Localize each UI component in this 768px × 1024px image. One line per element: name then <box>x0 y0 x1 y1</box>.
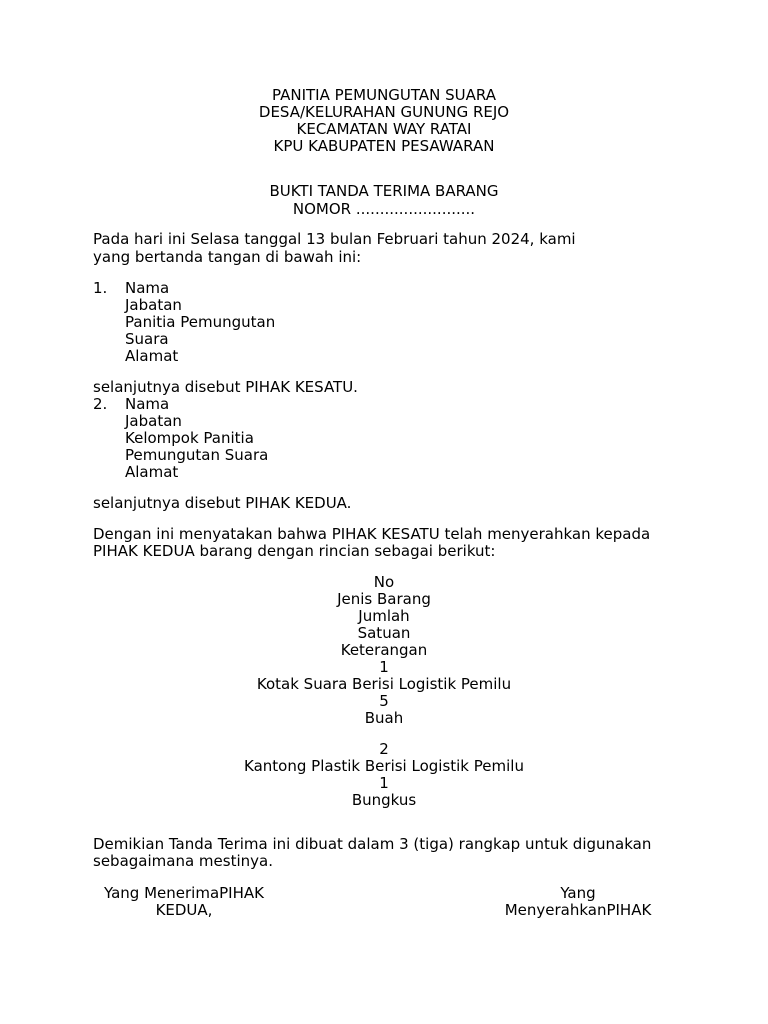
statement-line-1: Dengan ini menyatakan bahwa PIHAK KESATU telah menyerahkan kepada <box>93 525 651 543</box>
table-cell-jenis-barang: Kotak Suara Berisi Logistik Pemilu <box>256 675 512 693</box>
table-header-jumlah: Jumlah <box>358 607 410 625</box>
signature-left-line-1: Yang MenerimaPIHAK <box>104 884 264 902</box>
party-1-note: selanjutnya disebut PIHAK KESATU. <box>93 378 358 396</box>
party-1-field: Suara <box>125 330 169 348</box>
table-header-no: No <box>373 573 395 591</box>
party-2-field: Nama <box>125 395 170 413</box>
signature-right-line-1: Yang <box>560 884 596 902</box>
party-1-number: 1. <box>93 279 108 297</box>
header-line-3: KECAMATAN WAY RATAI <box>296 120 472 138</box>
table-header-jenis-barang: Jenis Barang <box>337 590 431 608</box>
table-cell-satuan: Buah <box>364 709 404 727</box>
table-cell-no: 2 <box>379 740 389 758</box>
document-title: BUKTI TANDA TERIMA BARANG <box>269 182 499 200</box>
table-cell-jenis-barang: Kantong Plastik Berisi Logistik Pemilu <box>244 757 524 775</box>
intro-line-2: yang bertanda tangan di bawah ini: <box>93 248 362 266</box>
party-2-field: Pemungutan Suara <box>125 446 269 464</box>
party-1-field: Nama <box>125 279 170 297</box>
party-2-field: Jabatan <box>125 412 182 430</box>
table-cell-no: 1 <box>379 658 389 676</box>
intro-line-1: Pada hari ini Selasa tanggal 13 bulan Februari tahun 2024, kami <box>93 230 576 248</box>
closing-line-2: sebagaimana mestinya. <box>93 852 273 870</box>
document-number: NOMOR ......................... <box>292 200 476 218</box>
header-line-1: PANITIA PEMUNGUTAN SUARA <box>272 86 496 104</box>
statement-line-2: PIHAK KEDUA barang dengan rincian sebagai berikut: <box>93 542 496 560</box>
party-2-field: Alamat <box>125 463 179 481</box>
table-cell-satuan: Bungkus <box>351 791 417 809</box>
table-cell-jumlah: 1 <box>379 774 389 792</box>
header-line-4: KPU KABUPATEN PESAWARAN <box>273 137 495 155</box>
signature-left-line-2: KEDUA, <box>155 901 213 919</box>
closing-line-1: Demikian Tanda Terima ini dibuat dalam 3 (tiga) rangkap untuk digunakan <box>93 835 652 853</box>
table-header-satuan: Satuan <box>357 624 411 642</box>
signature-right-line-2: MenyerahkanPIHAK <box>504 901 652 919</box>
party-1-field: Alamat <box>125 347 179 365</box>
party-1-field: Panitia Pemungutan <box>125 313 276 331</box>
party-2-note: selanjutnya disebut PIHAK KEDUA. <box>93 494 352 512</box>
header-line-2: DESA/KELURAHAN GUNUNG REJO <box>258 103 510 121</box>
party-2-field: Kelompok Panitia <box>125 429 254 447</box>
party-2-number: 2. <box>93 395 108 413</box>
table-cell-jumlah: 5 <box>379 692 389 710</box>
party-1-field: Jabatan <box>125 296 182 314</box>
table-header-keterangan: Keterangan <box>340 641 428 659</box>
